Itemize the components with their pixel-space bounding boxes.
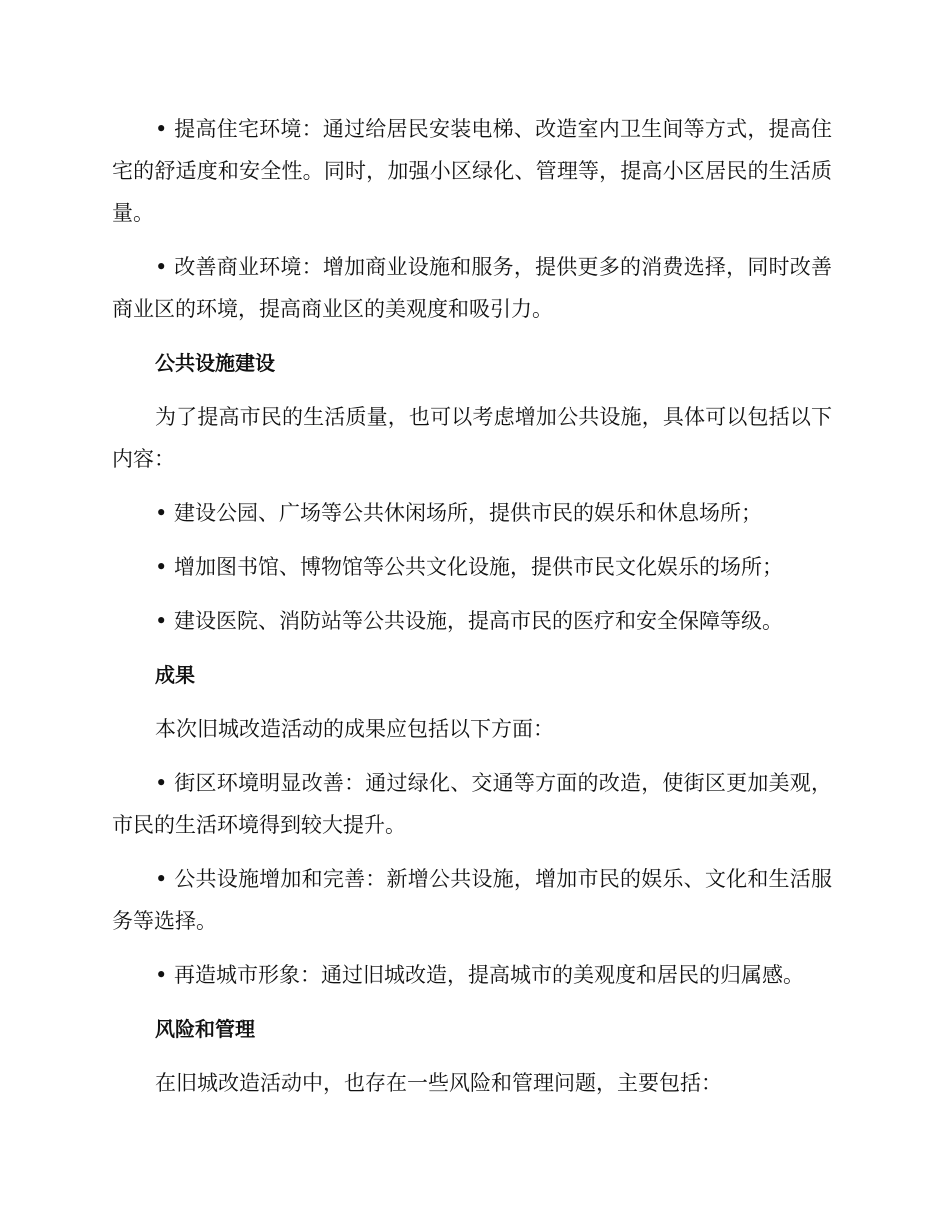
- bullet-commercial-environment: • 改善商业环境：增加商业设施和服务，提供更多的消费选择，同时改善商业区的环境，提高商业区的美观度和吸引力。: [112, 255, 832, 321]
- bullet-city-image: • 再造城市形象：通过旧城改造，提高城市的美观度和居民的归属感。: [155, 963, 805, 987]
- paragraph-public-facilities-intro: 为了提高市民的生活质量，也可以考虑增加公共设施，具体可以包括以下内容：: [112, 405, 832, 471]
- paragraph-risk-management-intro: 在旧城改造活动中，也存在一些风险和管理问题，主要包括：: [155, 1071, 722, 1095]
- section-heading-risk-management: 风险和管理: [155, 1017, 255, 1041]
- bullet-hospitals-fire-stations: • 建设医院、消防站等公共设施，提高市民的医疗和安全保障等级。: [155, 609, 784, 633]
- bullet-parks-squares: • 建设公园、广场等公共休闲场所，提供市民的娱乐和休息场所；: [155, 501, 763, 525]
- section-heading-public-facilities: 公共设施建设: [155, 351, 275, 375]
- paragraph-results-intro: 本次旧城改造活动的成果应包括以下方面：: [155, 717, 554, 741]
- bullet-libraries-museums: • 增加图书馆、博物馆等公共文化设施，提供市民文化娱乐的场所；: [155, 555, 784, 579]
- bullet-public-facilities-improved: • 公共设施增加和完善：新增公共设施，增加市民的娱乐、文化和生活服务等选择。: [112, 867, 832, 933]
- section-heading-results: 成果: [155, 663, 195, 687]
- bullet-housing-environment: • 提高住宅环境：通过给居民安装电梯、改造室内卫生间等方式，提高住宅的舒适度和安全性。同时，加强小区绿化、管理等，提高小区居民的生活质量。: [112, 117, 832, 225]
- document-body: [112, 108, 832, 1116]
- bullet-street-environment: • 街区环境明显改善：通过绿化、交通等方面的改造，使街区更加美观，市民的生活环境得到较大提升。: [112, 771, 832, 837]
